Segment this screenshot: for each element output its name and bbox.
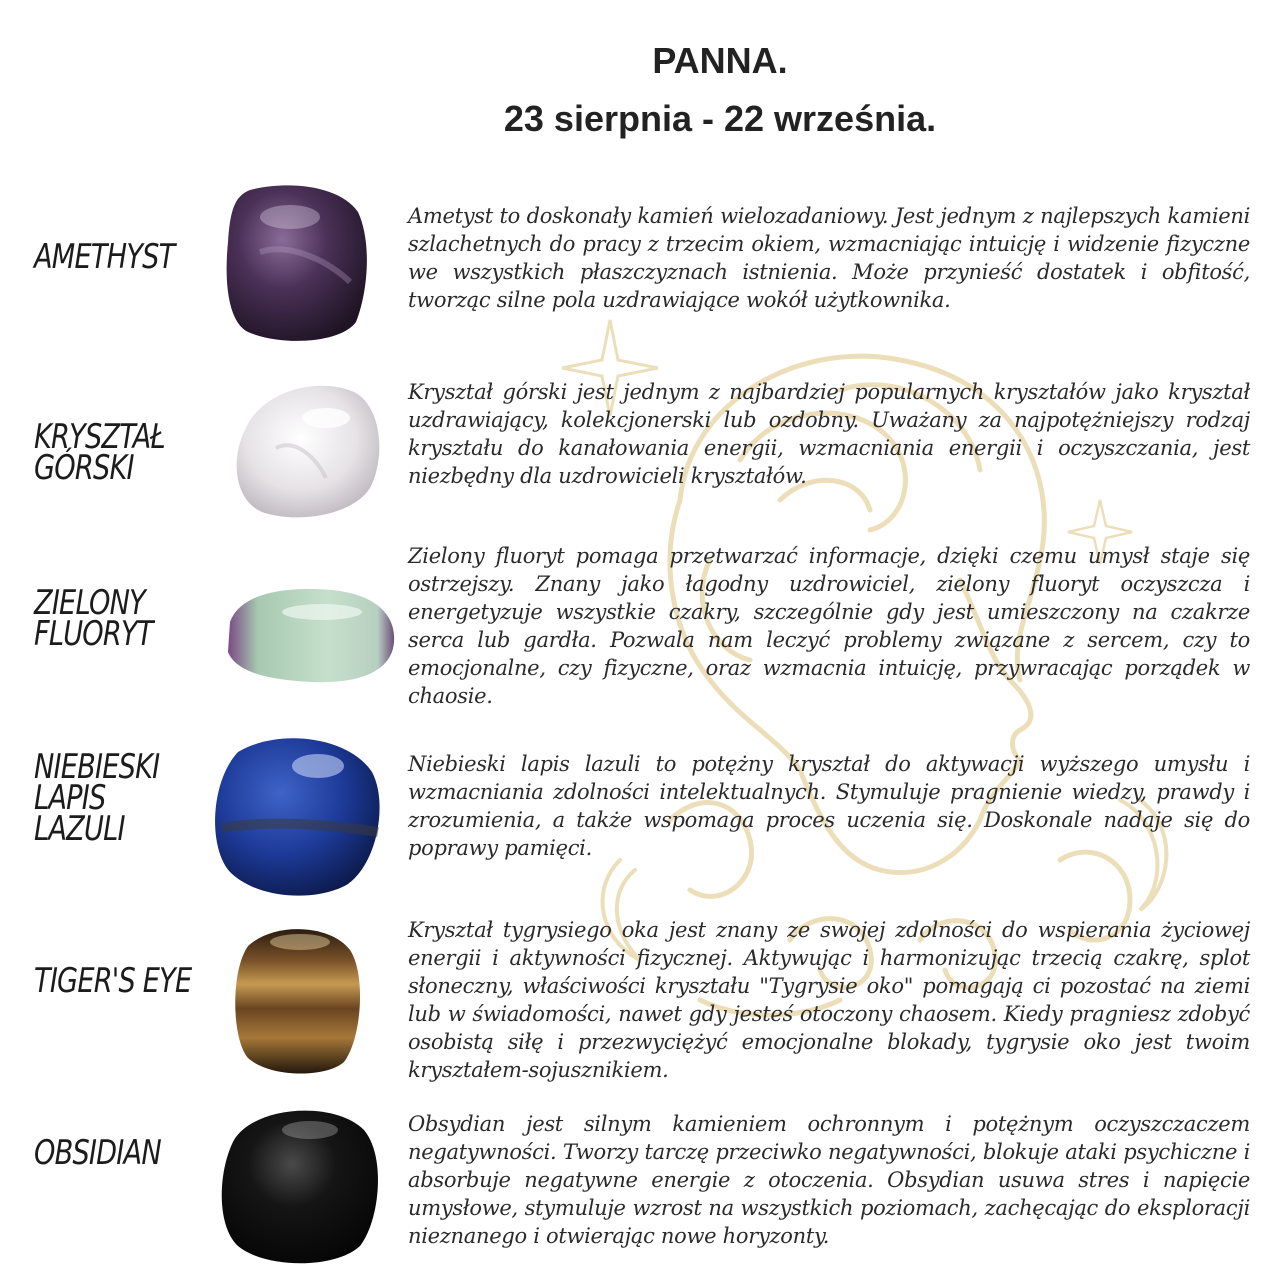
stone-name — [34, 583, 153, 654]
lapis-lazuli-stone-image — [208, 732, 384, 898]
stone-name-line: KRYSZTAŁ — [34, 417, 165, 457]
stone-name-line: ZIELONY — [34, 583, 145, 623]
green-fluorite-stone-image — [222, 582, 398, 688]
stone-row-lapis-lazuli — [0, 728, 1280, 904]
stone-row-obsidian — [0, 1094, 1280, 1270]
stone-description: Kryształ górski jest jednym z najbardziej popularnych kryształów jako kryształ uzdrawiający, kolekcjonerski lub ozdobny. Uważany za najpotężniejszy rodzaj kryształu do kanałowania energii, wzmacniania energii i oczyszczania, jest niezbędny dla uzdrowicieli kryształów. — [408, 380, 1250, 488]
stone-row-green-fluorite — [0, 542, 1280, 712]
stone-name — [34, 237, 175, 277]
stone-name-line: GÓRSKI — [34, 448, 134, 488]
stone-name-line: AMETHYST — [34, 237, 175, 277]
stone-description: Zielony fluoryt pomaga przetwarzać informacje, dzięki czemu umysł staje się ostrzejszy. Znany jako łagodny uzdrowiciel, zielony fluoryt oczyszcza i energetyzuje wszystkie czakry, szczególnie gdy jest umieszczony na czakrze serca lub gardła. Pozwala nam leczyć problemy związane z sercem, czy to emocjonalne, czy fizyczne, oraz wzmacnia intuicję, przywracając porządek w chaosie. — [408, 544, 1250, 708]
tigers-eye-stone-image — [230, 922, 364, 1076]
stone-name — [34, 417, 165, 488]
stone-name-line: NIEBIESKI — [34, 747, 160, 787]
obsidian-stone-image — [214, 1100, 380, 1266]
stone-row-tigers-eye — [0, 914, 1280, 1080]
stone-description: Ametyst to doskonały kamień wielozadaniowy. Jest jednym z najlepszych kamieni szlachetnych do pracy z trzecim okiem, wzmacniając intuicję i widzenie fizyczne we wszystkich płaszczyznach istnienia. Może przynieść dostatek i obfitość, tworząc silne pola uzdrawiające wokół użytkownika. — [408, 204, 1250, 312]
stone-name — [34, 1133, 161, 1173]
stone-description: Obsydian jest silnym kamieniem ochronnym i potężnym oczyszczaczem negatywności. Tworzy tarczę przeciwko negatywności, blokuje ataki psychiczne i absorbuje negatywne energie z otoczenia. Obsydian usuwa stres i napięcie umysłowe, stymuluje wzrost na wszystkich poziomach, zachęcając do eksploracji nieznanego i otwierając nowe horyzonty. — [408, 1112, 1250, 1248]
stone-name — [34, 961, 192, 1001]
amethyst-stone-image — [220, 182, 370, 344]
stone-row-amethyst — [0, 180, 1280, 350]
stone-name-line: OBSIDIAN — [34, 1133, 161, 1173]
stone-name — [34, 747, 160, 849]
rock-crystal-stone-image — [226, 378, 384, 522]
stone-name-line: LAZULI — [34, 809, 125, 849]
stone-name-line: TIGER'S EYE — [34, 961, 192, 1001]
stone-name-line: LAPIS — [34, 778, 106, 818]
page-header — [0, 32, 1280, 148]
date-range: 23 sierpnia - 22 września. — [503, 98, 937, 139]
stone-description: Niebieski lapis lazuli to potężny kryształ do aktywacji wyższego umysłu i wzmacniania zdolności intelektualnych. Stymuluje pragnienie wiedzy, prawdy i zrozumienia, a także wspomaga proces uczenia się. Doskonale nadaje się do poprawy pamięci. — [408, 752, 1250, 860]
stone-row-rock-crystal — [0, 376, 1280, 526]
stone-name-line: FLUORYT — [34, 614, 153, 654]
stone-description: Kryształ tygrysiego oka jest znany ze swojej zdolności do wspierania życiowej energii i aktywności fizycznej. Aktywując i harmonizując trzecią czakrę, splot słoneczny, właściwości kryształu "Tygrysie oko" pomagają ci pozostać na ziemi lub w świadomości, nawet gdy jesteś otoczony chaosem. Kiedy pragniesz zdobyć osobistą siłę i przezwyciężyć emocjonalne blokady, tygrysie oko jest twoim kryształem-sojusznikiem. — [408, 918, 1250, 1082]
page-title: PANNA. — [652, 40, 788, 81]
